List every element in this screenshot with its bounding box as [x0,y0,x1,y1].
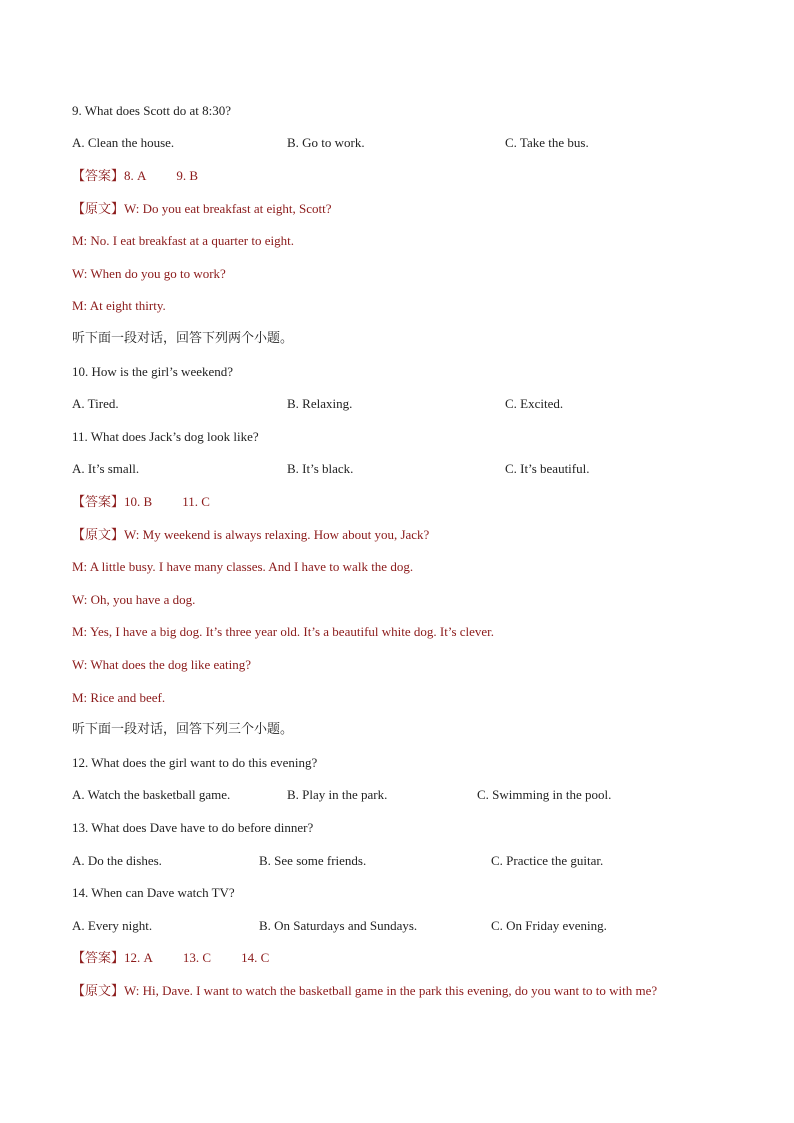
section-instruction: 听下面一段对话，回答下列两个小题。 [72,331,294,346]
option-a: A. Every night. [72,918,153,933]
script-line: W: What does the dog like eating? [72,657,252,672]
question-9: 9. What does Scott do at 8:30? [72,103,231,118]
script-label: 【原文】 [72,984,125,999]
question-13: 13. What does Dave have to do before dinner? [72,820,314,835]
answer-item: 12. A [124,950,153,965]
question-9-options [72,135,752,151]
option-c: C. Excited. [505,396,564,411]
question-11: 11. What does Jack’s dog look like? [72,429,259,444]
question-12: 12. What does the girl want to do this evening? [72,755,318,770]
option-c: C. Swimming in the pool. [477,787,612,802]
question-12-options [72,787,752,803]
script-line: M: Yes, I have a big dog. It’s three year old. It’s a beautiful white dog. It’s clever. [72,624,495,639]
answer-label: 【答案】 [72,951,125,966]
option-a: A. Clean the house. [72,135,175,150]
script-line: 【原文】W: Do you eat breakfast at eight, Scott? [72,201,332,217]
option-c: C. It’s beautiful. [505,461,590,476]
script-line: M: No. I eat breakfast at a quarter to eight. [72,233,294,248]
answer-item: 8. A [124,168,147,183]
answer-item: 14. C [241,950,270,965]
script-line: 【原文】W: Hi, Dave. I want to watch the basketball game in the park this evening, do you want to to with me? [72,983,658,999]
option-c: C. Take the bus. [505,135,589,150]
script-line: M: A little busy. I have many classes. And I have to walk the dog. [72,559,414,574]
option-b: B. Play in the park. [287,787,388,802]
option-a: A. It’s small. [72,461,140,476]
option-a: A. Tired. [72,396,119,411]
answer-item: 13. C [182,950,212,965]
option-c: C. Practice the guitar. [491,853,604,868]
question-14-options [72,918,752,934]
script-line: W: Oh, you have a dog. [72,592,196,607]
option-b: B. Relaxing. [287,396,353,411]
answer-item: 9. B [176,168,199,183]
script-label: 【原文】 [72,528,125,543]
answer-label: 【答案】 [72,495,125,510]
question-14: 14. When can Dave watch TV? [72,885,235,900]
script-line: 【原文】W: My weekend is always relaxing. How about you, Jack? [72,527,430,543]
question-11-options [72,461,752,477]
answer-label: 【答案】 [72,169,125,184]
answer-block-1 [72,168,198,184]
question-10-options [72,396,752,412]
script-label: 【原文】 [72,202,125,217]
question-13-options [72,853,752,869]
question-10: 10. How is the girl’s weekend? [72,364,234,379]
option-a: A. Do the dishes. [72,853,162,868]
option-b: B. Go to work. [287,135,365,150]
option-b: B. See some friends. [259,853,367,868]
option-b: B. On Saturdays and Sundays. [259,918,418,933]
section-instruction: 听下面一段对话，回答下列三个小题。 [72,722,294,737]
answer-item: 11. C [182,494,210,509]
option-c: C. On Friday evening. [491,918,607,933]
option-a: A. Watch the basketball game. [72,787,231,802]
script-line: M: Rice and beef. [72,690,166,705]
answer-block-3 [72,950,269,966]
option-b: B. It’s black. [287,461,354,476]
script-line: W: When do you go to work? [72,266,226,281]
answer-item: 10. B [124,494,153,509]
script-line: M: At eight thirty. [72,298,166,313]
answer-block-2 [72,494,210,510]
